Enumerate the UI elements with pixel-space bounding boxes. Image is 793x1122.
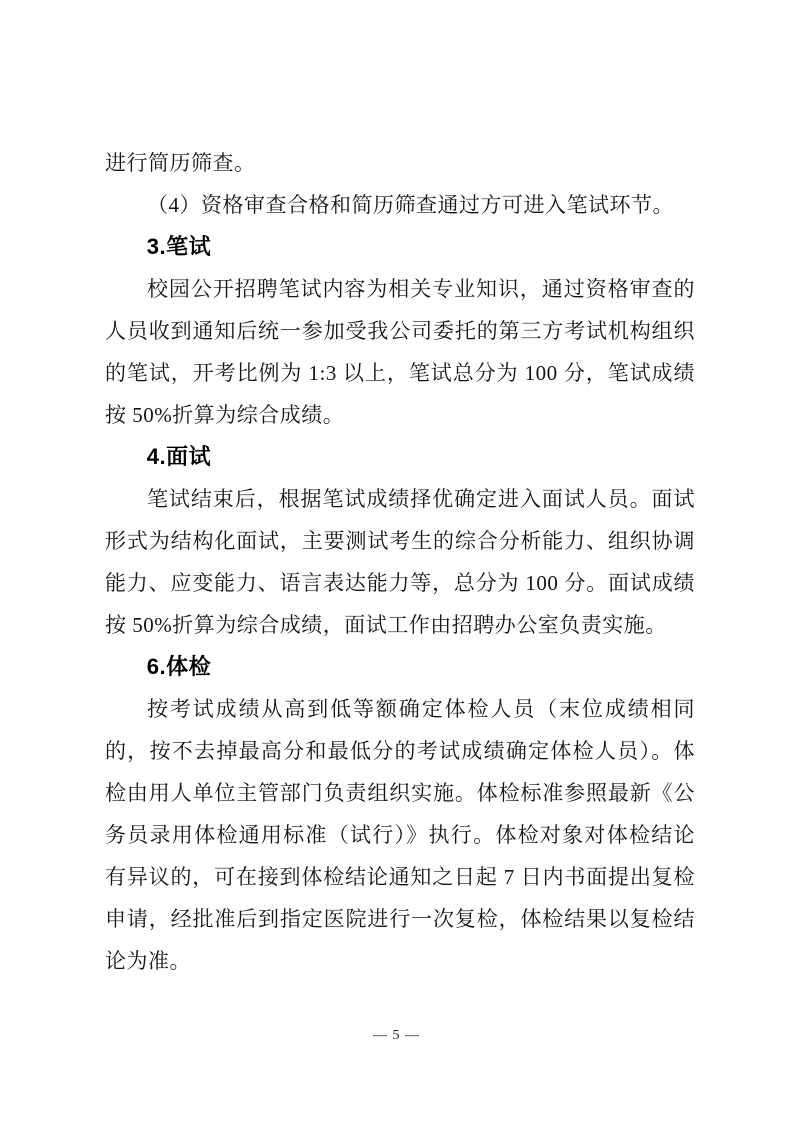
paragraph-written-test-details: 校园公开招聘笔试内容为相关专业知识，通过资格审查的人员收到通知后统一参加受我公司委托的第三方考试机构组织的笔试，开考比例为 1:3 以上，笔试总分为 100 分，笔试成绩按 50%折算为综合成绩。: [105, 277, 695, 427]
paragraph-qualification-review-item4: （4）资格审查合格和简历筛查通过方可进入笔试环节。: [147, 193, 674, 217]
section-heading-written-test: 3.笔试: [146, 234, 212, 259]
paragraph-interview-details: 笔试结束后，根据笔试成绩择优确定进入面试人员。面试形式为结构化面试，主要测试考生的综合分析能力、组织协调能力、应变能力、语言表达能力等，总分为 100 分。面试成绩按 50%折算为综合成绩，面试工作由招聘办公室负责实施。: [105, 487, 695, 637]
paragraph-physical-exam-details: 按考试成绩从高到低等额确定体检人员（末位成绩相同的，按不去掉最高分和最低分的考试成绩确定体检人员）。体检由用人单位主管部门负责组织实施。体检标准参照最新《公务员录用体检通用标准（试行）》执行。体检对象对体检结论有异议的，可在接到体检结论通知之日起 7 日内书面提出复检申请，经批准后到指定医院进行一次复检，体检结果以复检结论为准。: [105, 697, 695, 973]
page-number: — 5 —: [373, 1028, 420, 1043]
section-heading-physical-exam: 6.体检: [146, 654, 212, 679]
paragraph-resume-screening-continuation: 进行简历筛查。: [105, 151, 256, 175]
section-heading-interview: 4.面试: [146, 444, 212, 469]
document-body: [105, 142, 695, 982]
